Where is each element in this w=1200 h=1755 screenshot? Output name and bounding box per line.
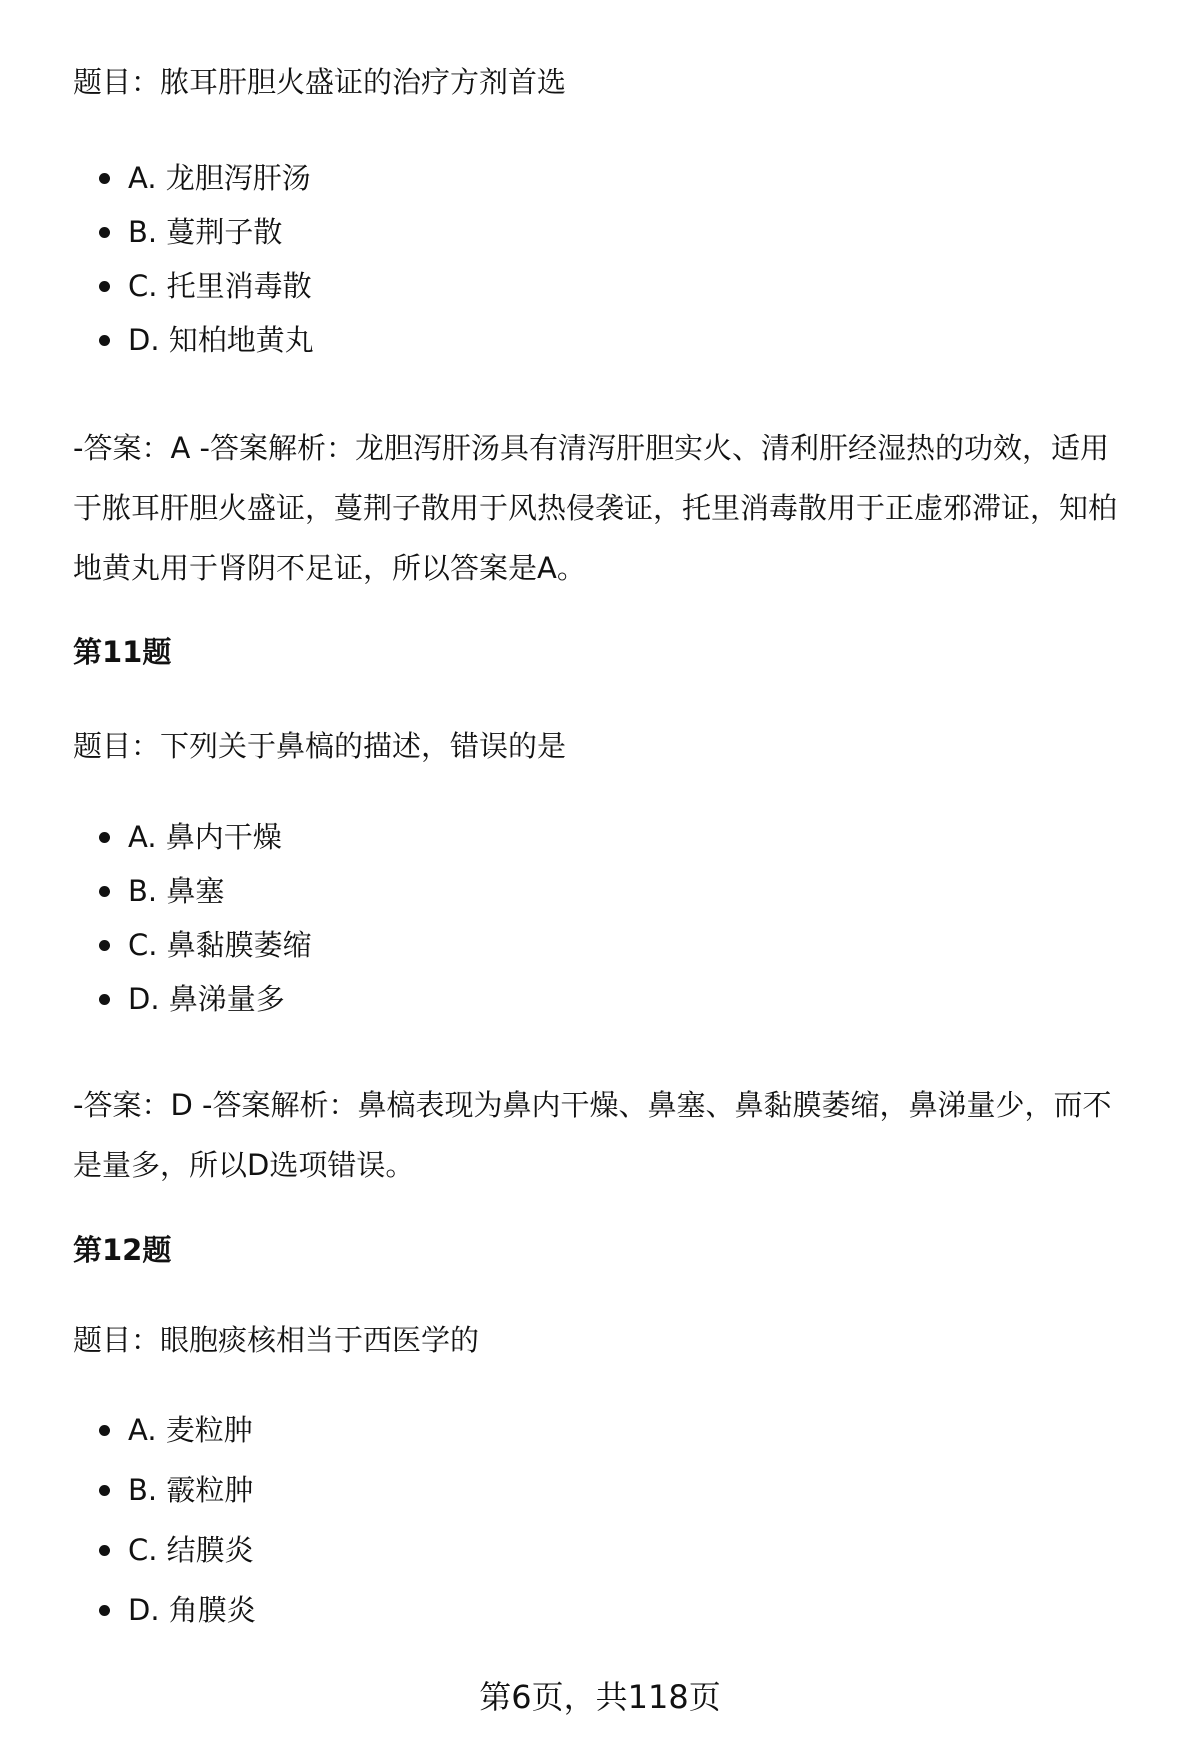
bullet-icon bbox=[99, 832, 110, 843]
question-11-text: 题目：下列关于鼻槁的描述，错误的是 bbox=[73, 729, 567, 763]
bullet-icon bbox=[99, 173, 110, 184]
bullet-icon bbox=[99, 1545, 110, 1556]
bullet-icon bbox=[99, 1425, 110, 1436]
bullet-icon bbox=[99, 335, 110, 346]
question-11-heading: 第11题 bbox=[73, 635, 172, 669]
bullet-icon bbox=[99, 1605, 110, 1616]
bullet-icon bbox=[99, 281, 110, 292]
question-12-heading: 第12题 bbox=[73, 1233, 172, 1267]
question-12-text: 题目：眼胞痰核相当于西医学的 bbox=[73, 1323, 480, 1357]
bullet-icon bbox=[99, 940, 110, 951]
question-10-text: 题目：脓耳肝胆火盛证的治疗方剂首选 bbox=[73, 65, 567, 99]
bullet-icon bbox=[99, 994, 110, 1005]
bullet-icon bbox=[99, 1485, 110, 1496]
page-number: 第6页，共118页 bbox=[479, 1678, 721, 1716]
question-11-answer: -答案：D -答案解析：鼻槁表现为鼻内干燥、鼻塞、鼻黏膜萎缩，鼻涕量少，而不 是量多，所以D选项错误。 bbox=[73, 1088, 1112, 1182]
bullet-icon bbox=[99, 227, 110, 238]
question-10-answer: -答案：A -答案解析：龙胆泻肝汤具有清泻肝胆实火、清利肝经湿热的功效，适用 于脓耳肝胆火盛证，蔓荆子散用于风热侵袭证，托里消毒散用于正虚邪滞证，知柏 地黄丸用于肾阴不足证，所以答案是A。 bbox=[73, 431, 1118, 585]
bullet-icon bbox=[99, 886, 110, 897]
